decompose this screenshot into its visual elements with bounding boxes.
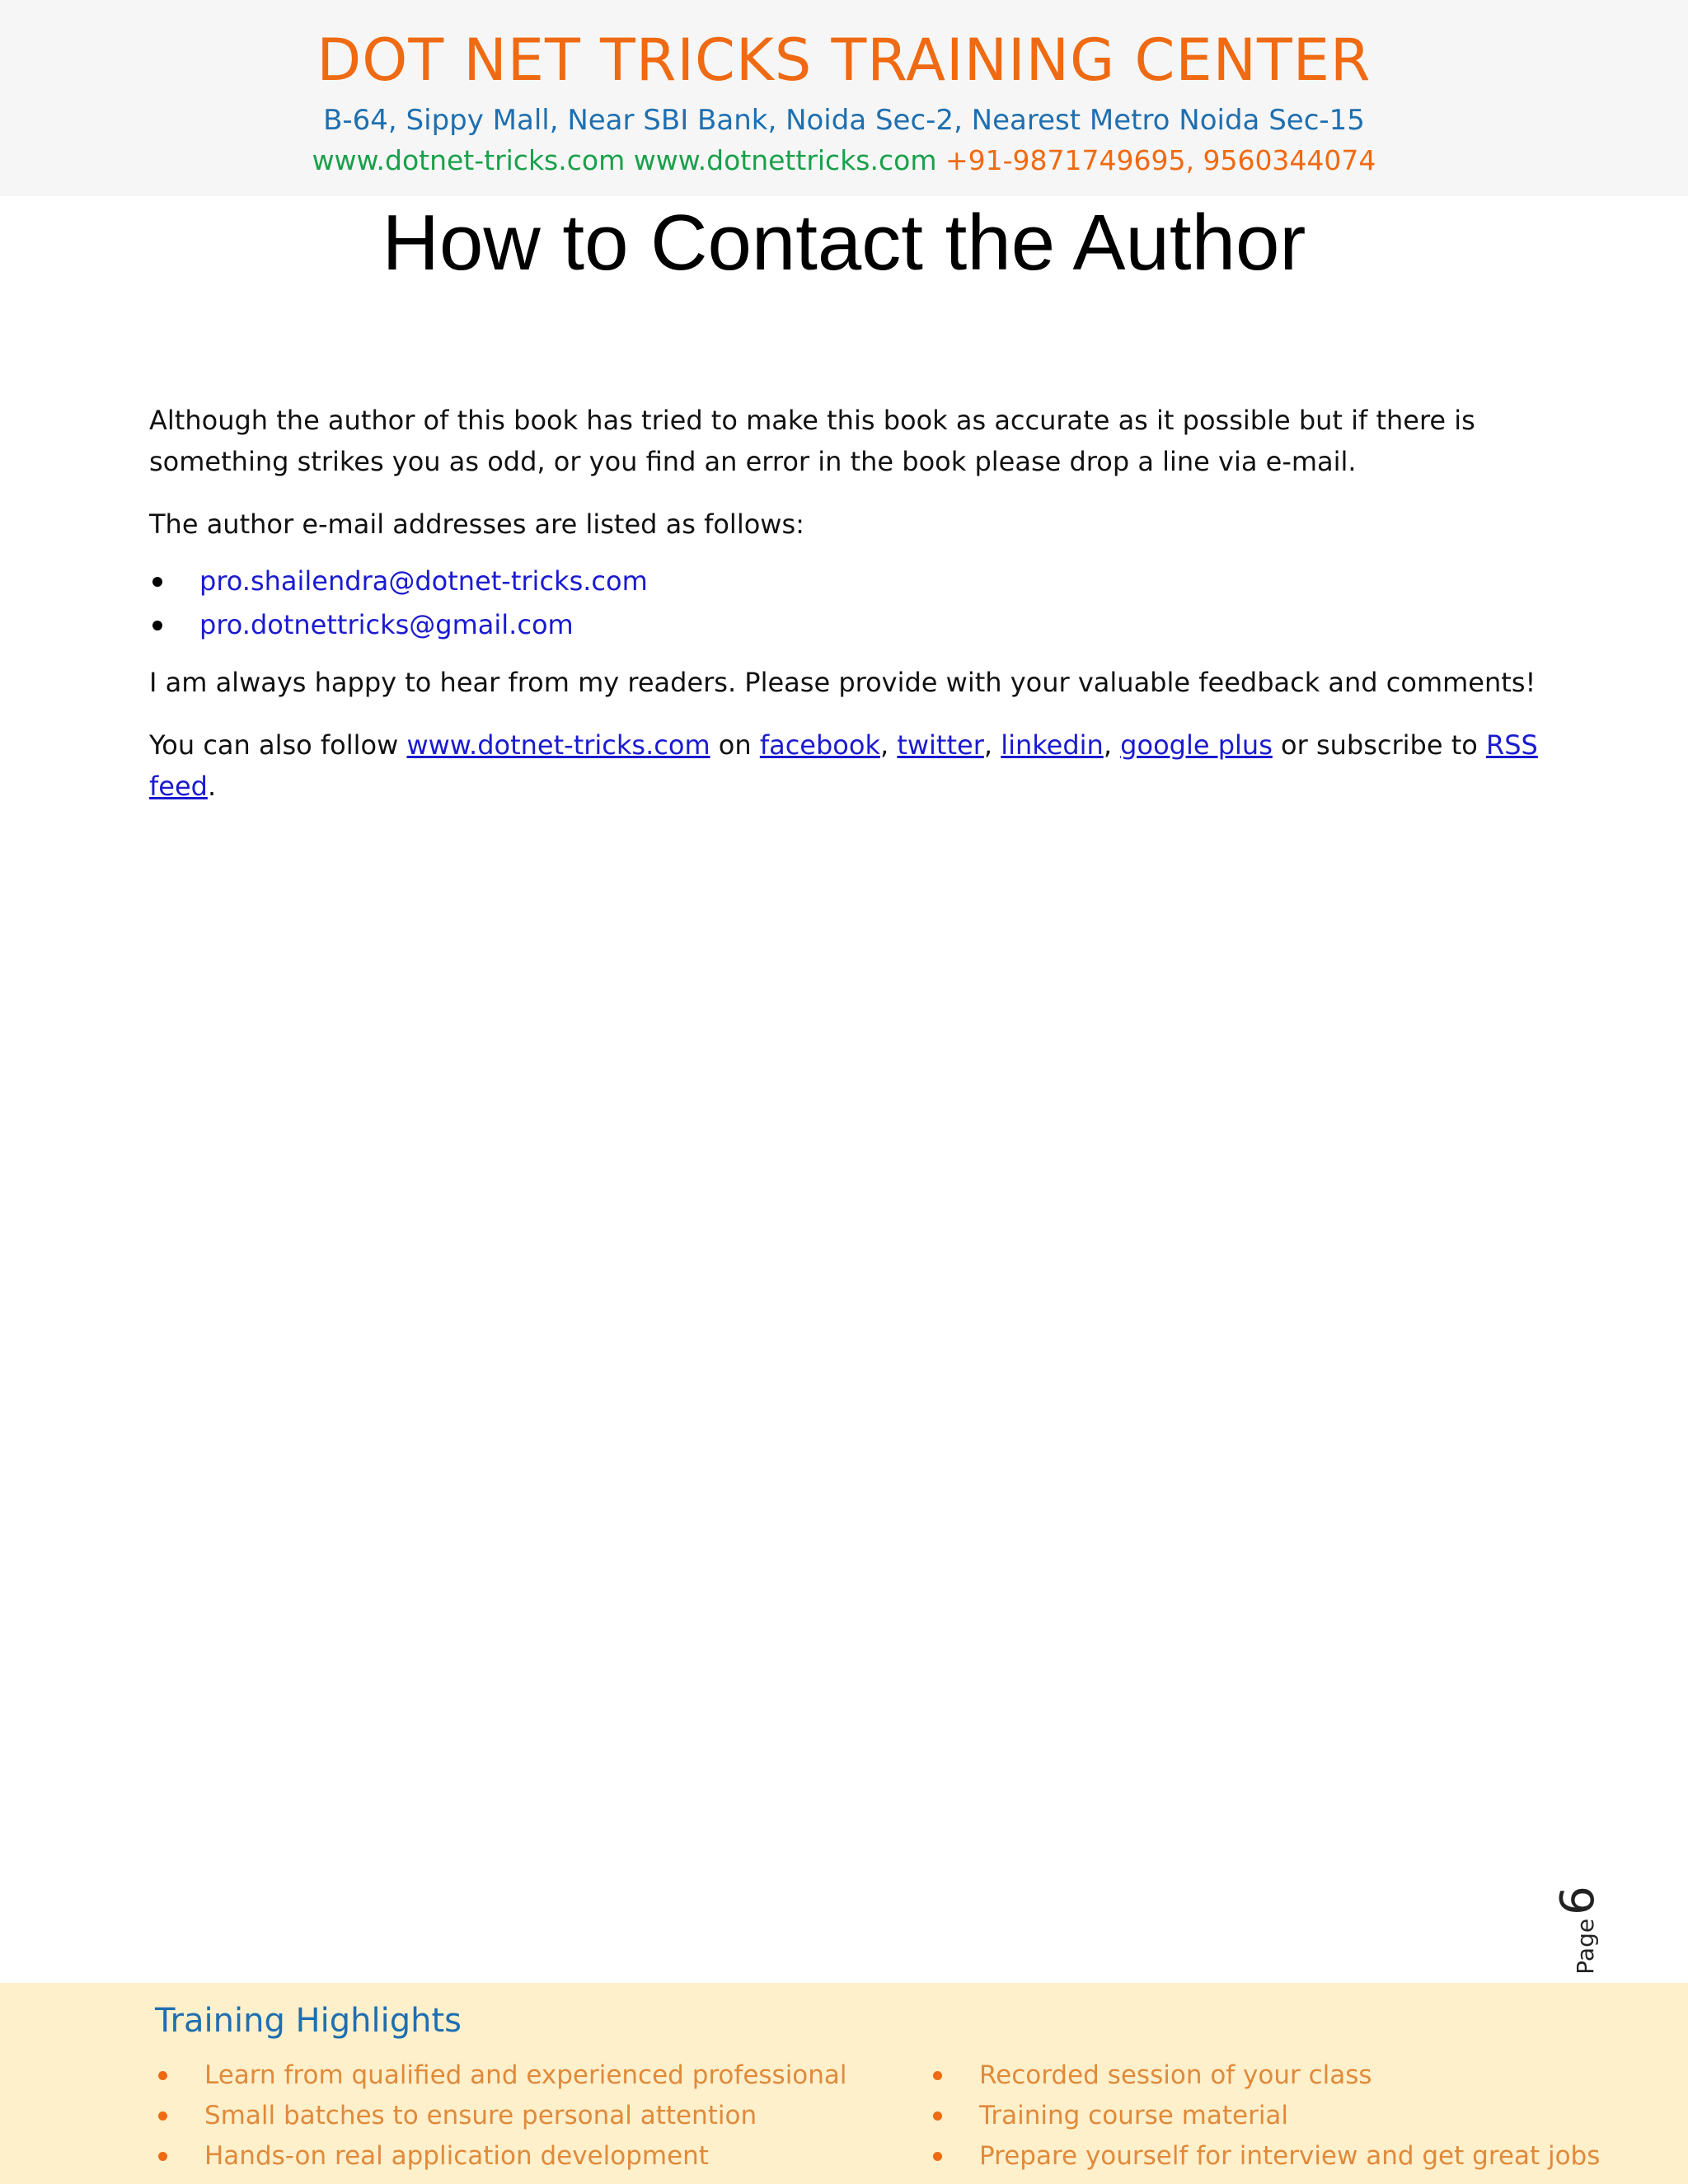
feedback-paragraph: I am always happy to hear from my readers. Please provide with your valuable feedback and comments!	[149, 667, 1536, 698]
list-item: Training course material	[930, 2096, 1600, 2136]
footer-title: Training Highlights	[155, 2002, 462, 2040]
page-number	[1551, 1886, 1650, 1975]
document-body	[149, 400, 1550, 828]
follow-text: .	[207, 771, 217, 802]
intro-paragraph: Although the author of this book has tried to make this book as accurate as it possible but if there is something strikes you as odd, or you find an error in the book please drop a line via e-mail.	[149, 405, 1475, 477]
list-item: Small batches to ensure personal attention	[155, 2096, 847, 2136]
facebook-link[interactable]: facebook	[759, 729, 880, 761]
google-plus-link[interactable]: google plus	[1120, 729, 1273, 761]
header-phone: +91-9871749695, 9560344074	[945, 144, 1376, 176]
emails-intro: The author e-mail addresses are listed as follows:	[149, 509, 804, 540]
twitter-link[interactable]: twitter	[897, 729, 984, 761]
site-link[interactable]: www.dotnet-tricks.com	[406, 729, 710, 761]
page-label: Page	[1572, 1918, 1599, 1975]
follow-text: You can also follow	[149, 729, 407, 761]
highlights-left-list	[155, 2055, 847, 2177]
separator: ,	[1103, 729, 1121, 761]
email-list	[149, 560, 1550, 647]
header-address: B-64, Sippy Mall, Near SBI Bank, Noida Sec-2, Nearest Metro Noida Sec-15	[323, 104, 1365, 137]
list-item	[149, 560, 1550, 603]
rss-feed-link[interactable]: RSS feed	[149, 729, 1538, 802]
page-title: How to Contact the Author	[382, 199, 1306, 287]
page-header	[0, 0, 1688, 196]
email-address[interactable]: pro.shailendra@dotnet-tricks.com	[199, 565, 648, 597]
page-number-value: 6	[1551, 1886, 1605, 1915]
header-contact	[0, 142, 1688, 180]
follow-text: or subscribe to	[1272, 729, 1486, 761]
header-websites: www.dotnet-tricks.com www.dotnettricks.com	[312, 144, 937, 176]
list-item: Prepare yourself for interview and get great jobs	[930, 2136, 1600, 2177]
page-footer	[0, 1983, 1688, 2184]
highlights-right-list	[930, 2055, 1600, 2177]
list-item: Hands-on real application development	[155, 2136, 847, 2177]
list-item: Learn from qualified and experienced professional	[155, 2055, 847, 2096]
header-title: DOT NET TRICKS TRAINING CENTER	[316, 26, 1372, 94]
follow-paragraph	[149, 724, 1550, 807]
list-item	[149, 603, 1550, 647]
separator: ,	[983, 729, 1001, 761]
separator: ,	[879, 729, 898, 761]
linkedin-link[interactable]: linkedin	[1001, 729, 1104, 761]
follow-text: on	[710, 729, 760, 761]
list-item: Recorded session of your class	[930, 2055, 1600, 2096]
email-address[interactable]: pro.dotnettricks@gmail.com	[199, 609, 574, 640]
